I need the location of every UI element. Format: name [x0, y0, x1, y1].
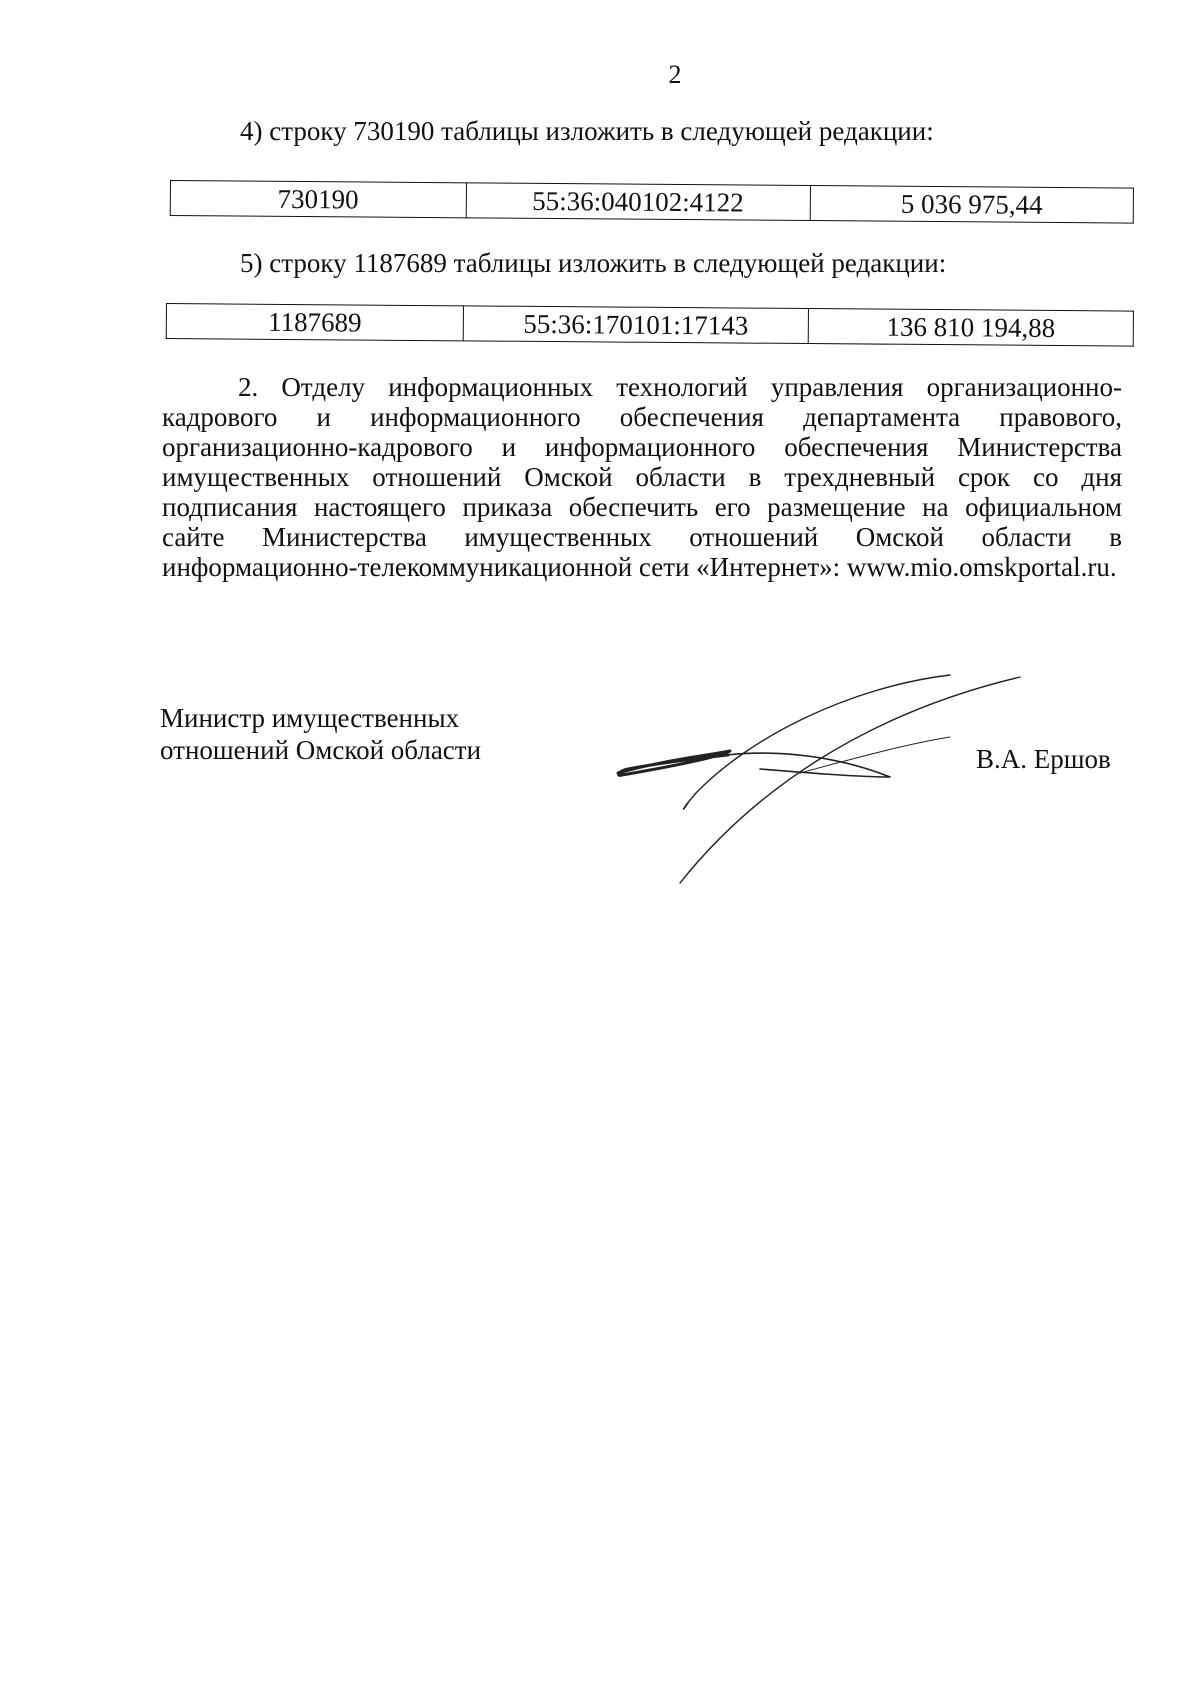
page-number: 2: [668, 60, 682, 89]
signer-title-line-1: Министр имущественных: [160, 703, 460, 733]
item-5-table: [166, 303, 1134, 347]
row-value-cell: 5 036 975,44: [810, 186, 1134, 224]
paragraph-2: 2. Отделу информационных технологий управления организационно-кадрового и информационного обеспечения департамента правового, организационно-кадрового и информационного обеспечения Министерства имущественных отношений Омской области в трехдневный срок со дня подписания настоящего приказа обеспечить его размещение на официальном сайте Министерства имущественных отношений Омской области в информационно-телекоммуникационной сети «Интернет»: www.mio.omskportal.ru.: [162, 372, 1122, 582]
row-cadastral-cell: 55:36:170101:17143: [463, 306, 808, 344]
signer-name: В.А. Ершов: [976, 744, 1111, 774]
item-4-table: [170, 180, 1134, 224]
row-cadastral-cell: 55:36:040102:4122: [466, 183, 810, 221]
row-code-cell: 1187689: [166, 304, 463, 341]
table-row: [166, 304, 1133, 347]
item-5-intro: 5) строку 1187689 таблицы изложить в следующей редакции:: [240, 248, 947, 278]
signer-title: [160, 702, 481, 766]
row-code-cell: 730190: [170, 181, 466, 218]
table-row: [170, 181, 1133, 224]
handwritten-signature: [600, 665, 1120, 905]
signer-title-line-2: отношений Омской области: [160, 735, 482, 765]
row-value-cell: 136 810 194,88: [808, 309, 1133, 347]
item-4-intro: 4) строку 730190 таблицы изложить в следующей редакции:: [240, 116, 934, 146]
